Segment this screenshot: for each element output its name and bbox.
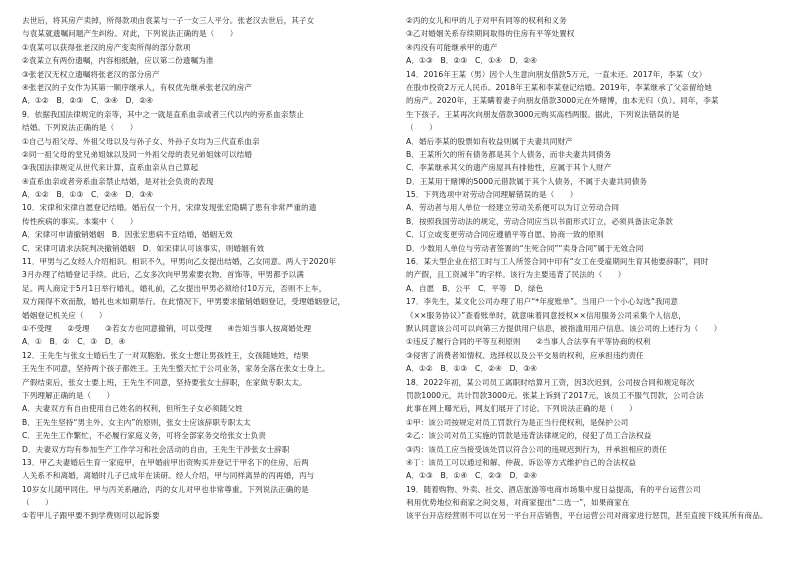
text-line: A．婚后李某的股票如有收益则属于夫妻共同财产 <box>406 136 573 146</box>
text-line: A．① B．② C．③ D．④ <box>22 337 126 347</box>
text-line: B．王先生坚持“男主外、女主内”的原则，张女士应该辞职专职太太 <box>22 417 251 427</box>
text-line: 17．李先生，某文化公司办理了用户“*年度账单”。当用户一个小心勾选“我同意 <box>406 297 679 307</box>
text-line: 11．甲男与乙女经人介绍相识。相识不久，甲男向乙女提出结婚，乙女同意。两人于2020年 <box>22 257 337 267</box>
text-line: ③乙对婚姻关系存续期间取得的住房有平等处置权 <box>406 29 575 39</box>
text-line: （ ） <box>22 498 53 508</box>
text-line: 下列理解正确的是（ ） <box>22 390 115 400</box>
text-line: ③侵害了消费者知情权、选择权以及公平交易的权利，应承担违约责任 <box>406 350 644 360</box>
text-line: A．①② B．①③ C．②④ D．③④ <box>22 190 154 200</box>
text-line: A．①③ B．①④ C．②③ D．②④ <box>406 471 538 481</box>
text-line: ①袁某可以获得张老汉的房产变卖所得的部分款项 <box>22 42 191 52</box>
text-line: C．宋律可请求法院判决撤销婚姻 D．如宋律认可该事实，则婚姻有效 <box>22 243 265 253</box>
text-line: ③我国法律规定从世代来计算，直系血亲从自己算起 <box>22 163 199 173</box>
text-line: 产假结束后，张女士要上班，王先生不同意，坚持要张女士辞职，在家做专职太太。 <box>22 377 307 387</box>
text-line: ④直系血亲或者旁系血亲禁止结婚，是对社会负责的表现 <box>22 176 214 186</box>
text-line: 双方闹得不欢而散，婚礼也未如期举行。在此情况下，甲男要求撤销婚姻登记，受理婚姻登记， <box>22 297 346 307</box>
text-line: 的产假，且工资减半”的字样。该行为主要违背了民法的（ ） <box>406 270 626 280</box>
text-line: 默认同意该公司可以向第三方提供用户信息，被指滥用用户信息。该公司的上述行为（ ） <box>406 323 722 333</box>
text-line: 9．依据我国法律规定的亲等，其中之一就是直系血亲或者三代以内的旁系血亲禁止 <box>22 109 304 119</box>
text-line: D．王某用于赌博的5000元借款属于其个人债务，不属于夫妻共同债务 <box>406 176 648 186</box>
text-line: B．按照我国劳动法的规定，劳动合同应当以书面形式订立，必须具备法定条款 <box>406 216 673 226</box>
text-line: A．①② B．②③ C．③④ D．②④ <box>22 96 154 106</box>
text-line: ①违反了履行合同的平等互利原则 ②当事人合法享有平等协商的权利 <box>406 337 651 347</box>
text-line: 与袁某就遗嘱问题产生纠纷。对此，下列说法正确的是（ ） <box>22 29 238 39</box>
text-line: 10．宋律和宋律自愿登记结婚。婚后仅一个月，宋律发现张宏隐瞒了患有非常严重的遗 <box>22 203 317 213</box>
text-line: ②乙：该公司对员工实施的罚款是违背法律规定的，侵犯了员工合法权益 <box>406 431 652 441</box>
text-line: ④张老汉的子女作为其第一顺序继承人，有权优先继承张老汉的房产 <box>22 82 253 92</box>
text-line: 的房产。2020年，王某瞒着妻子向朋友借款3000元在外赌博，血本无归（负）。同年，李某 <box>406 96 719 106</box>
left-column <box>22 14 388 553</box>
text-line: A．①② B．①③ C．②④ D．③④ <box>406 364 538 374</box>
text-line: 3月办理了结婚登记手续。此后，乙女多次向甲男索要衣物、首饰等，甲男都予以满 <box>22 270 304 280</box>
text-line: ③张老汉无权立遗嘱将张老汉的部分房产 <box>22 69 160 79</box>
text-line: A．①③ B．②③ C．①④ D．②④ <box>406 56 538 66</box>
text-line: 在股市投资2万元人民币。2018年王某和李某登记结婚。2019年，李某继承了父亲留给她 <box>406 82 712 92</box>
text-line: ②丙的女儿和甲的儿子对甲有同等的权利和义务 <box>406 16 567 25</box>
text-line: A．劳动者与用人单位一经建立劳动关系便可以为订立劳动合同 <box>406 203 620 213</box>
text-line: 去世后，将其房产卖掉，所得款项由袁某与一子一女三人平分。张老汉去世后，其子女 <box>22 16 315 25</box>
text-line: （ ） <box>406 123 437 133</box>
text-line: 16．某大型企业在招工时与工人所签合同中印有“女工在受雇期间生育其他要辞职”，同时 <box>406 257 709 267</box>
text-line: C．王先生工作繁忙，不必履行家庭义务，可将全部家务交给张女士负责 <box>22 431 266 441</box>
text-line: ②袁某立有两份遗嘱，内容相抵触，应以第二份遗嘱为准 <box>22 56 214 66</box>
text-line: ④丁：该员工可以通过和解、仲裁、诉讼等方式维护自己的合法权益 <box>406 457 637 467</box>
text-line: ①若甲儿子跟甲要不到学费则可以起诉要 <box>22 511 160 521</box>
text-line: 足。两人商定于5月1日举行婚礼，婚礼前，乙女提出甲男必须给付10万元，否则不上车， <box>22 283 327 293</box>
text-line: 10岁女儿随甲同住。甲与丙关系融洽，丙的女儿对甲也非常尊重。下列说法正确的是 <box>22 484 309 494</box>
text-line: 《××服务协议》”查看账单时，就意味着同意授权××信用服务公司采集个人信息， <box>406 310 686 320</box>
text-line: C．李某继承其父的遗产房屋具有排他性，应属于其个人财产 <box>406 163 612 173</box>
text-line: D．少数用人单位与劳动者签署的“生死合同”“卖身合同”属于无效合同 <box>406 243 644 253</box>
text-line: 人关系不和离婚，离婚时儿子已成年在读研。经人介绍，甲与同样离异的丙再婚，丙与 <box>22 471 315 481</box>
text-line: 14．2016年王某（男）因个人生意向朋友借款5万元，一直未还。2017年，李某（女） <box>406 69 707 79</box>
text-line: C．订立或变更劳动合同应遵循平等自愿、协商一致的原则 <box>406 230 604 240</box>
text-line: 12．王先生与张女士婚后生了一对双胞胎。张女士想让男孩姓王，女孩随她姓，结果 <box>22 350 309 360</box>
text-line: B．王某所欠的所有债务都是其个人债务，而非夫妻共同债务 <box>406 149 612 159</box>
right-column <box>406 14 772 553</box>
text-line: 传性疾病的事实。本案中（ ） <box>22 216 138 226</box>
text-line: ③丙：该员工应当接受该处罚以符合公司的违规迟到行为，并承担相应的责任 <box>406 444 667 454</box>
text-line: 罚款1000元，共计罚款3000元。张某上诉到了2017元，该员工不服气罚款，公司合法 <box>406 390 704 400</box>
text-line: 利用优势地位和商家之间交易，对商家提出“二选一”，如果商家在 <box>406 498 630 508</box>
text-line: A．夫妻双方有自由使用自己姓名的权利，但所生子女必须随父姓 <box>22 404 243 414</box>
text-line: ②同一祖父母的堂兄弟姐妹以及同一外祖父母的表兄弟姐妹可以结婚 <box>22 149 253 159</box>
text-line: 结婚。下列说法正确的是（ ） <box>22 123 138 133</box>
text-line: ①不受理 ②受理 ③若女方也同意撤销，可以受理 ④告知当事人按离婚处理 <box>22 323 312 333</box>
text-line: D．夫妻双方均有参加生产工作学习和社会活动的自由，王先生干涉张女士辞职 <box>22 444 290 454</box>
text-line: ①甲：该公司按规定对员工罚款行为是正当行使权利，是保护公司 <box>406 417 629 427</box>
text-line: ④丙没有可能继承甲的遗产 <box>406 42 498 52</box>
text-line: 13．甲乙夫妻婚后生育一家庭甲，在甲婚前甲出资购买并登记于甲名下的住房，后两 <box>22 457 309 467</box>
text-line: 15．下列选项中对劳动合同理解错误的是（ ） <box>406 190 578 200</box>
text-line: A．自愿 B．公平 C．平等 D．绿色 <box>406 283 544 293</box>
text-line: 19．随着购物、外卖、社交、酒店旅游等电商市场集中度日益提高，有的平台运营公司 <box>406 484 701 494</box>
text-line: ①自己与祖父母、外祖父母以及与孙子女、外孙子女均为三代直系血亲 <box>22 136 260 146</box>
text-line: 王先生不同意，坚持两个孩子都姓王。王先生整天忙于公司业务，家务全落在张女士身上。 <box>22 364 330 374</box>
text-line: 生下孩子。王某再次向朋友借款3000元购买高档两服。据此，下列说法错误的是 <box>406 109 680 119</box>
text-line: 婚姻登记机关应（ ） <box>22 310 107 320</box>
text-line: 该平台开店经营则不可以在另一平台开店销售，平台运营公司对商家进行惩罚，甚至直接下线其所有商品。 <box>406 511 768 521</box>
text-line: 18．2022年初，某公司员工离职时结算月工资，因3次迟到，公司按合同和规定每次 <box>406 377 695 387</box>
text-line: A．宋律可申请撤销婚姻 B．因张宏患病不宜结婚，婚姻无效 <box>22 230 233 240</box>
text-line: 此事在网上曝光后，网友们展开了讨论。下列说法正确的是（ ） <box>406 404 637 414</box>
